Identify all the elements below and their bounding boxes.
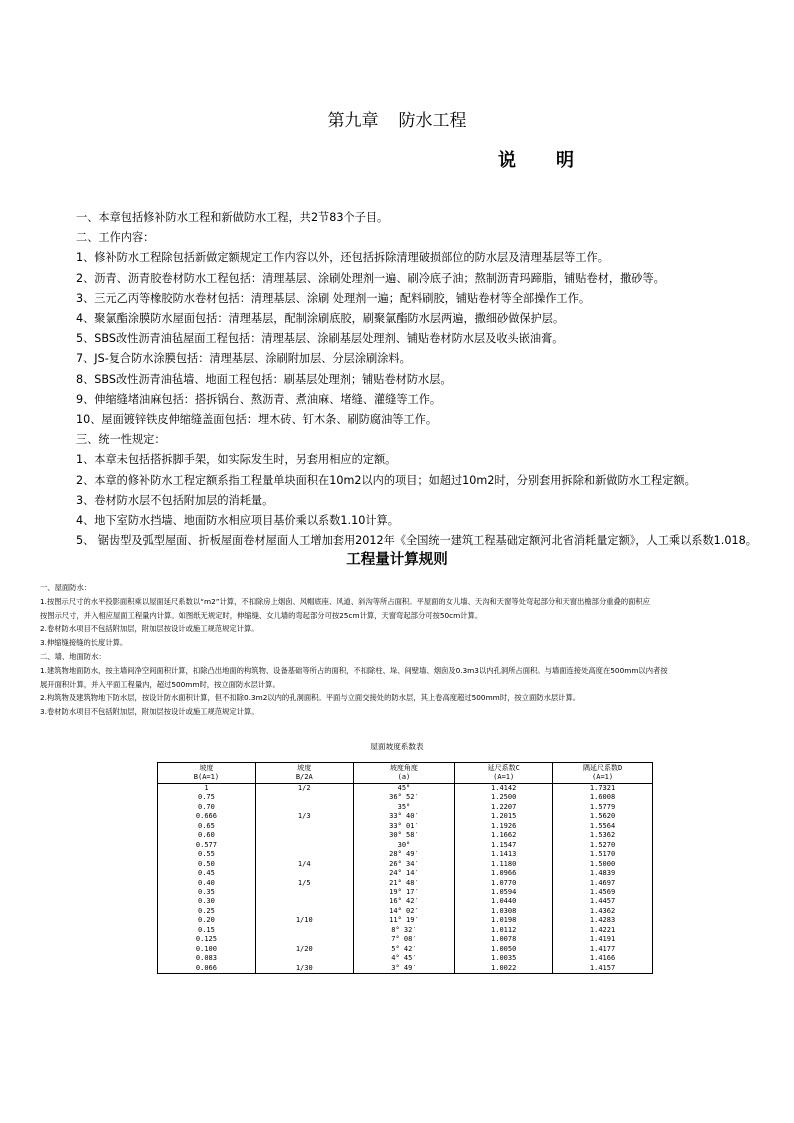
table-cell: 1.4191 — [553, 935, 653, 944]
table-header-text: (A=1) — [592, 773, 614, 781]
description-line: 2、沥青、沥青胶卷材防水工程包括：清理基层、涂刷处理剂一遍、刷冷底子油；熬制沥青玛蹄脂，铺贴卷材，撒砂等。 — [76, 271, 665, 285]
table-cell: 1.4362 — [553, 907, 653, 916]
table-header-text: 坡度 — [297, 764, 312, 772]
table-header-text: 延尺系数C — [487, 764, 520, 772]
table-cell: 1.1180 — [455, 860, 553, 869]
table-cell: 1.4457 — [553, 897, 653, 906]
table-header-text: (a) — [397, 773, 411, 781]
description-line: 一、本章包括修补防水工程和新做防水工程，共2节83个子目。 — [76, 211, 389, 224]
table-row — [158, 926, 653, 935]
rules-line: 1.按图示尺寸的水平投影面积乘以屋面延尺系数以“m2”计算，不扣除房上烟囱、风帽底座、风道、斜沟等所占面积。平屋面的女儿墙、天沟和天窗等处弯起部分和天窗出檐部分重叠的面积应 — [40, 596, 651, 606]
chapter-name: 防水工程 — [398, 111, 467, 131]
table-header-text: 隅延尺系数D — [582, 764, 623, 772]
rules-line: 2.构筑物及建筑物地下防水层，按设计防水面积计算，但不扣除0.3m2以内的孔洞面积。平面与立面交接处的防水层，其上卷高度超过500mm时，按立面防水层计算。 — [40, 693, 581, 703]
table-cell — [255, 822, 353, 831]
description-line: 3、卷材防水层不包括附加层的消耗量。 — [76, 493, 274, 507]
table-cell: 1.1926 — [455, 822, 553, 831]
table-header-cell — [455, 763, 553, 784]
table-cell: 0.70 — [158, 803, 256, 812]
table-cell: 0.45 — [158, 869, 256, 878]
chapter-title — [0, 106, 794, 131]
table-cell: 1.5170 — [553, 850, 653, 859]
table-cell: 1 — [158, 784, 256, 794]
table-row — [158, 916, 653, 925]
table-cell: 1.2207 — [455, 803, 553, 812]
rules-line: 3.伸缩缝接缝的长度计算。 — [40, 638, 128, 648]
table-cell: 45° — [353, 784, 455, 794]
table-cell: 0.083 — [158, 954, 256, 963]
table-cell: 1.1662 — [455, 831, 553, 840]
table-cell: 1/5 — [255, 879, 353, 888]
table-header-text: B/2A — [295, 773, 313, 781]
table-cell: 33° 40′ — [353, 812, 455, 821]
table-header-text: (A=1) — [493, 773, 515, 781]
table-cell — [255, 831, 353, 840]
table-cell: 1.0022 — [455, 964, 553, 974]
table-cell: 1.0198 — [455, 916, 553, 925]
slope-coefficient-table — [157, 762, 653, 974]
rules-line: 1.建筑物地面防水，按主墙间净空间面积计算，扣除凸出地面的构筑物、设备基础等所占的面积，不扣除柱、垛、间壁墙、烟囱及0.3m3以内孔洞所占面积。与墙面连接处高度在500mm以内者按 — [40, 665, 668, 675]
table-cell: 0.30 — [158, 897, 256, 906]
table-cell: 16° 42′ — [353, 897, 455, 906]
table-cell: 33° 01′ — [353, 822, 455, 831]
table-cell: 0.666 — [158, 812, 256, 821]
table-cell: 1.4283 — [553, 916, 653, 925]
table-cell: 0.25 — [158, 907, 256, 916]
rules-line: 3.卷材防水项目不包括附加层，附加层按设计或施工规范规定计算。 — [40, 707, 259, 717]
table-header-text: 坡度角度 — [389, 764, 418, 772]
table-row — [158, 935, 653, 944]
table-cell: 1.5779 — [553, 803, 653, 812]
table-row — [158, 850, 653, 859]
table-cell: 1/10 — [255, 916, 353, 925]
table-row — [158, 831, 653, 840]
table-cell: 1.0440 — [455, 897, 553, 906]
table-row — [158, 869, 653, 878]
table-cell: 19° 17′ — [353, 888, 455, 897]
table-header-cell — [553, 763, 653, 784]
table-cell: 0.125 — [158, 935, 256, 944]
table-cell: 26° 34′ — [353, 860, 455, 869]
table-cell: 14° 02′ — [353, 907, 455, 916]
description-line: 7、JS-复合防水涂膜包括：清理基层、涂刷附加层、分层涂刷涂料。 — [76, 352, 411, 366]
table-cell: 1.1413 — [455, 850, 553, 859]
table-header-text: 坡度 — [199, 764, 214, 772]
table-cell: 8° 32′ — [353, 926, 455, 935]
table-cell: 0.100 — [158, 945, 256, 954]
section-title-char-1: 说 — [498, 150, 516, 171]
description-block — [76, 208, 776, 551]
description-line: 8、SBS改性沥青油毡墙、地面工程包括：刷基层处理剂；铺贴卷材防水层。 — [76, 372, 452, 386]
table-cell: 1.0308 — [455, 907, 553, 916]
table-cell: 1.0966 — [455, 869, 553, 878]
table-row — [158, 888, 653, 897]
table-cell: 1.5270 — [553, 841, 653, 850]
section-title-char-2: 明 — [556, 150, 574, 171]
table-cell: 1.0112 — [455, 926, 553, 935]
table-cell — [255, 888, 353, 897]
table-row — [158, 812, 653, 821]
rules-line: 展开面积计算，并入平面工程量内，超过500mm时，按立面防水层计算。 — [40, 679, 280, 689]
table-cell: 1.4221 — [553, 926, 653, 935]
table-cell — [255, 897, 353, 906]
description-line: 5、SBS改性沥青油毡屋面工程包括：清理基层、涂刷基层处理剂、铺贴卷材防水层及收头嵌油膏。 — [76, 332, 564, 346]
table-cell — [255, 803, 353, 812]
table-cell: 0.35 — [158, 888, 256, 897]
table-cell: 4° 45′ — [353, 954, 455, 963]
table-cell: 11° 19′ — [353, 916, 455, 925]
table-cell: 1.0050 — [455, 945, 553, 954]
table-cell: 1.4157 — [553, 964, 653, 974]
section-title — [498, 146, 614, 172]
table-cell: 1.4569 — [553, 888, 653, 897]
description-line: 2、本章的修补防水工程定额系指工程量单块面积在10m2以内的项目；如超过10m2时，分别套用拆除和新做防水工程定额。 — [76, 473, 696, 487]
table-cell: 3° 49′ — [353, 964, 455, 974]
table-cell: 0.20 — [158, 916, 256, 925]
table-cell — [255, 907, 353, 916]
table-cell: 0.15 — [158, 926, 256, 935]
rules-line: 2.卷材防水项目不包括附加层，附加层按设计或施工规范规定计算。 — [40, 624, 259, 634]
table-cell: 1.0078 — [455, 935, 553, 944]
table-cell: 24° 14′ — [353, 869, 455, 878]
table-cell — [255, 869, 353, 878]
table-cell: 1.4697 — [553, 879, 653, 888]
table-cell: 0.577 — [158, 841, 256, 850]
table-cell: 1.2500 — [455, 793, 553, 802]
table-cell: 1.6008 — [553, 793, 653, 802]
table-cell: 1.5620 — [553, 812, 653, 821]
table-cell: 0.55 — [158, 850, 256, 859]
description-line: 三、统一性规定： — [76, 433, 166, 447]
table-header-row — [158, 763, 653, 784]
table-row — [158, 897, 653, 906]
rules-line: 按图示尺寸，并入相应屋面工程量内计算。如图纸无规定时，伸缩缝、女儿墙的弯起部分可按25cm计算，天窗弯起部分可按50cm计算。 — [40, 610, 483, 620]
table-cell: 1/2 — [255, 784, 353, 794]
table-body — [158, 784, 653, 974]
table-cell: 1.0035 — [455, 954, 553, 963]
table-row — [158, 822, 653, 831]
table-cell: 1.5564 — [553, 822, 653, 831]
chapter-number: 第九章 — [327, 111, 379, 131]
table-cell: 1.2015 — [455, 812, 553, 821]
table-cell: 35° — [353, 803, 455, 812]
table-cell — [255, 841, 353, 850]
description-line: 9、伸缩缝堵油麻包括：搭拆锅台、熬沥青、煮油麻、堵缝、灌缝等工作。 — [76, 392, 442, 406]
table-cell: 1/3 — [255, 812, 353, 821]
table-cell: 0.75 — [158, 793, 256, 802]
description-line: 4、聚氯酯涂膜防水屋面包括：清理基层，配制涂刷底胶，刷聚氯酯防水层两遍，撒细砂做保护层。 — [76, 312, 565, 326]
table-header-cell — [158, 763, 256, 784]
table-cell: 1/20 — [255, 945, 353, 954]
table-row — [158, 793, 653, 802]
rules-line: 一、屋面防水： — [40, 583, 92, 592]
table-cell: 1.1547 — [455, 841, 553, 850]
table-cell: 1.4839 — [553, 869, 653, 878]
description-line: 4、地下室防水挡墙、地面防水相应项目基价乘以系数1.10计算。 — [76, 514, 399, 528]
table-cell: 7° 08′ — [353, 935, 455, 944]
table-header-text: B(A=1) — [193, 773, 220, 781]
table-cell: 0.40 — [158, 879, 256, 888]
table-row — [158, 907, 653, 916]
table-cell: 0.60 — [158, 831, 256, 840]
table-cell: 0.50 — [158, 860, 256, 869]
table-cell: 1.0594 — [455, 888, 553, 897]
table-cell: 1/30 — [255, 964, 353, 974]
table-cell — [255, 850, 353, 859]
table-caption: 屋面坡度系数表 — [370, 742, 424, 751]
table-cell: 1.7321 — [553, 784, 653, 794]
table-cell: 30° — [353, 841, 455, 850]
rules-block — [40, 581, 760, 719]
description-line: 二、工作内容： — [76, 231, 155, 245]
table-cell: 0.066 — [158, 964, 256, 974]
table-cell: 30° 58′ — [353, 831, 455, 840]
table-cell — [255, 935, 353, 944]
table-cell: 36° 52′ — [353, 793, 455, 802]
table-row — [158, 945, 653, 954]
table-cell: 1.4166 — [553, 954, 653, 963]
table-row — [158, 879, 653, 888]
description-line: 10、屋面镀锌铁皮伸缩缝盖面包括：埋木砖、钉木条、刷防腐油等工作。 — [76, 413, 438, 427]
table-row — [158, 803, 653, 812]
table-cell: 1.4142 — [455, 784, 553, 794]
rules-line: 二、墙、地面防水： — [40, 651, 106, 661]
table-row — [158, 784, 653, 794]
rules-title: 工程量计算规则 — [346, 552, 448, 568]
table-cell: 1.0770 — [455, 879, 553, 888]
table-row — [158, 860, 653, 869]
table-cell: 1.5000 — [553, 860, 653, 869]
table-row — [158, 964, 653, 974]
description-line: 3、三元乙丙等橡胶防水卷材包括：清理基层、涂刷 处理剂一遍；配料刷胶，铺贴卷材等全部操作工作。 — [76, 291, 591, 305]
table-header-cell — [353, 763, 455, 784]
table-cell: 5° 42′ — [353, 945, 455, 954]
table-header-cell — [255, 763, 353, 784]
table-row — [158, 954, 653, 963]
description-line: 1、修补防水工程除包括新做定额规定工作内容以外，还包括拆除清理破损部位的防水层及清理基层等工作。 — [76, 251, 609, 265]
table-cell — [255, 926, 353, 935]
description-line: 1、本章未包括搭拆脚手架，如实际发生时，另套用相应的定额。 — [76, 453, 397, 467]
table-cell: 0.65 — [158, 822, 256, 831]
table-cell: 1.5362 — [553, 831, 653, 840]
table-cell: 21° 48′ — [353, 879, 455, 888]
description-line: 5、 锯齿型及弧型屋面、折板屋面卷材屋面人工增加套用2012年《全国统一建筑工程基础定额河北省消耗量定额》，人工乘以系数1.018。 — [76, 534, 757, 548]
table-cell — [255, 954, 353, 963]
table-row — [158, 841, 653, 850]
table-cell: 1/4 — [255, 860, 353, 869]
table-cell: 1.4177 — [553, 945, 653, 954]
table-cell — [255, 793, 353, 802]
table-cell: 28° 49′ — [353, 850, 455, 859]
